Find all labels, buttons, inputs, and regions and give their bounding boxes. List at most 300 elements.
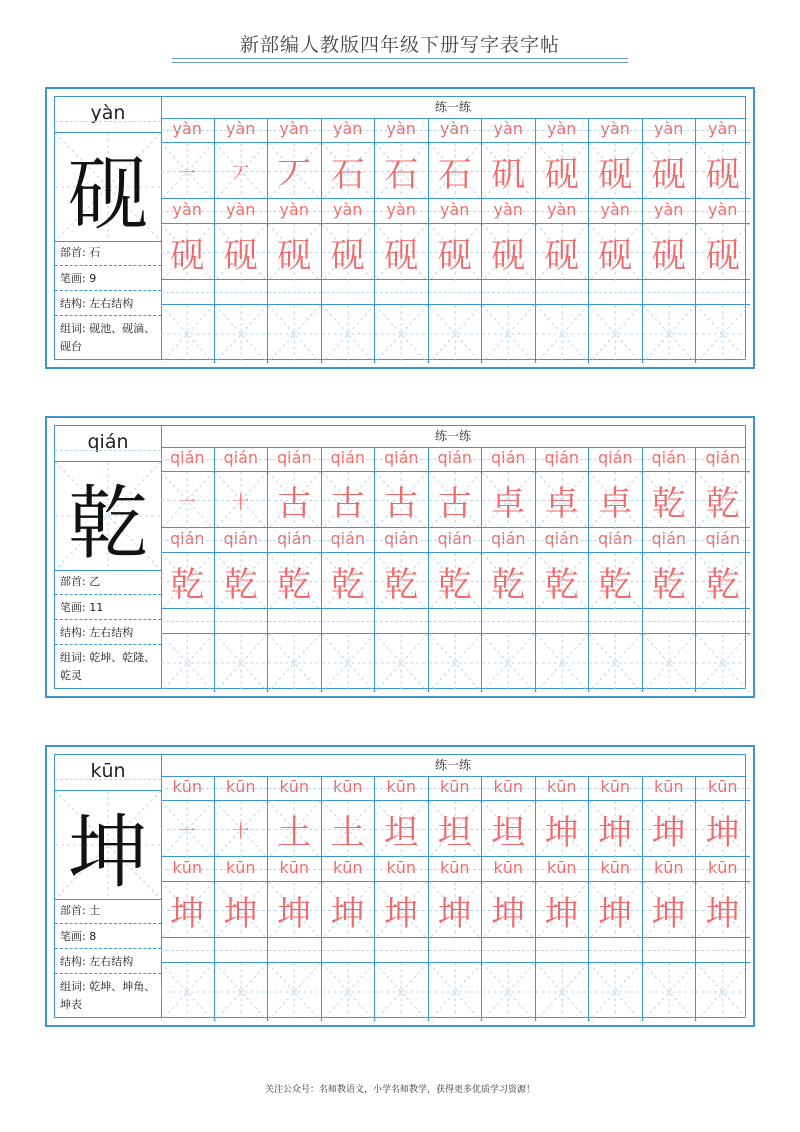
stroke-order-character: 一 xyxy=(178,164,196,184)
pinyin-guide-line xyxy=(589,621,642,622)
practice-cell[interactable] xyxy=(696,199,750,280)
blank-practice-cell[interactable] xyxy=(536,938,590,1021)
pinyin-guide-line xyxy=(215,211,268,212)
tian-grid xyxy=(322,223,375,281)
pinyin-guide-line xyxy=(536,540,589,541)
tian-grid xyxy=(215,881,268,939)
cell-pinyin: yàn xyxy=(386,119,416,138)
tian-grid xyxy=(643,142,696,200)
cell-pinyin: qián xyxy=(544,529,580,548)
tian-grid-guides xyxy=(268,634,321,692)
pinyin-guide-line xyxy=(375,788,428,789)
trace-character: 坤 xyxy=(384,894,419,934)
practice-cell[interactable] xyxy=(375,447,429,528)
tian-grid xyxy=(589,800,642,858)
practice-cell[interactable] xyxy=(161,199,215,280)
practice-cell[interactable] xyxy=(268,528,322,609)
stroke-order-character: 坦 xyxy=(437,813,472,853)
practice-cell[interactable] xyxy=(589,776,643,857)
trace-character: 乾 xyxy=(651,565,686,605)
info-row xyxy=(55,949,161,974)
tian-grid xyxy=(268,800,321,858)
pinyin-guide-line xyxy=(161,540,214,541)
stroke-order-character: 卓 xyxy=(598,484,633,524)
practice-cell[interactable] xyxy=(589,528,643,609)
blank-practice-cell[interactable] xyxy=(482,938,536,1021)
practice-cell[interactable] xyxy=(215,199,269,280)
practice-cell[interactable] xyxy=(643,118,697,199)
practice-cell[interactable] xyxy=(482,528,536,609)
practice-cell[interactable] xyxy=(322,118,376,199)
cell-pinyin: yàn xyxy=(279,119,309,138)
tian-grid xyxy=(215,304,268,363)
practice-cell[interactable] xyxy=(429,199,483,280)
tian-grid xyxy=(215,552,268,610)
info-key: 笔画 : xyxy=(60,601,89,614)
cell-pinyin: yàn xyxy=(172,200,202,219)
tian-grid-guides xyxy=(696,963,750,1021)
practice-cell[interactable] xyxy=(268,199,322,280)
tian-grid xyxy=(215,142,268,200)
blank-practice-cell[interactable] xyxy=(696,938,750,1021)
trace-character: 坤 xyxy=(651,894,686,934)
stroke-order-character: 矶 xyxy=(491,155,526,195)
blank-practice-cell[interactable] xyxy=(322,280,376,363)
blank-practice-cell[interactable] xyxy=(375,938,429,1021)
tian-grid xyxy=(375,223,428,281)
pinyin-guide-line xyxy=(429,211,482,212)
practice-cell[interactable] xyxy=(375,199,429,280)
card-frame xyxy=(54,754,746,1018)
pinyin-guide-line xyxy=(375,540,428,541)
practice-cell[interactable] xyxy=(215,118,269,199)
practice-cell[interactable] xyxy=(482,118,536,199)
practice-cell[interactable] xyxy=(268,776,322,857)
blank-practice-cell[interactable] xyxy=(482,280,536,363)
cell-pinyin: kūn xyxy=(546,777,577,796)
pinyin-guide-line xyxy=(215,292,268,293)
practice-cell[interactable] xyxy=(429,776,483,857)
tian-grid-guides xyxy=(161,305,214,363)
info-row xyxy=(55,266,161,291)
pinyin-guide-line xyxy=(268,621,321,622)
tian-grid-guides xyxy=(696,634,750,692)
info-row xyxy=(55,645,161,692)
tian-grid xyxy=(429,223,482,281)
practice-cell[interactable] xyxy=(589,447,643,528)
pinyin-guide-line xyxy=(268,130,321,131)
practice-cell[interactable] xyxy=(429,528,483,609)
cell-pinyin: kūn xyxy=(225,858,256,877)
practice-cell[interactable] xyxy=(482,857,536,938)
tian-grid xyxy=(482,881,535,939)
tian-grid xyxy=(429,633,482,692)
practice-cell[interactable] xyxy=(161,447,215,528)
pinyin-guide-line xyxy=(589,292,642,293)
tian-grid xyxy=(375,633,428,692)
practice-cell[interactable] xyxy=(375,857,429,938)
tian-grid xyxy=(482,552,535,610)
practice-cell[interactable] xyxy=(643,528,697,609)
practice-cell[interactable] xyxy=(322,199,376,280)
model-character-box xyxy=(55,461,161,571)
pinyin-guide-line xyxy=(161,130,214,131)
cell-pinyin: qián xyxy=(597,529,633,548)
character-info-panel xyxy=(55,97,162,359)
tian-grid xyxy=(322,142,375,200)
stroke-order-character: 乾 xyxy=(705,484,740,524)
pinyin-guide-line xyxy=(696,459,750,460)
blank-practice-cell[interactable] xyxy=(215,938,269,1021)
practice-cell[interactable] xyxy=(589,857,643,938)
blank-practice-cell[interactable] xyxy=(696,609,750,692)
tian-grid-guides xyxy=(536,305,589,363)
tian-grid xyxy=(429,881,482,939)
pinyin-guide-line xyxy=(696,788,750,789)
pinyin-guide-line xyxy=(375,292,428,293)
info-key: 组词 : xyxy=(60,651,89,664)
info-row xyxy=(55,316,161,363)
cell-pinyin: yàn xyxy=(708,119,738,138)
info-row xyxy=(55,240,161,266)
info-value: 乙 xyxy=(89,575,101,588)
info-key: 部首 : xyxy=(60,904,89,917)
practice-cell[interactable] xyxy=(161,857,215,938)
blank-practice-cell[interactable] xyxy=(536,609,590,692)
stroke-order-character: 石 xyxy=(330,155,365,195)
cell-pinyin: qián xyxy=(330,529,366,548)
practice-cell[interactable] xyxy=(215,447,269,528)
pinyin-guide-line xyxy=(429,788,482,789)
tian-grid xyxy=(429,304,482,363)
trace-character: 坤 xyxy=(705,894,740,934)
cell-pinyin: kūn xyxy=(439,777,470,796)
tian-grid xyxy=(643,962,696,1021)
tian-grid-guides xyxy=(643,963,696,1021)
stroke-order-character: 砚 xyxy=(651,155,686,195)
blank-practice-cell[interactable] xyxy=(429,280,483,363)
practice-cell[interactable] xyxy=(429,447,483,528)
practice-cell[interactable] xyxy=(643,447,697,528)
blank-practice-cell[interactable] xyxy=(268,280,322,363)
practice-cell[interactable] xyxy=(161,528,215,609)
tian-grid xyxy=(268,142,321,200)
cell-pinyin: kūn xyxy=(279,777,310,796)
stroke-order-character: 一 xyxy=(178,493,196,513)
tian-grid-guides xyxy=(268,963,321,1021)
practice-cell[interactable] xyxy=(643,776,697,857)
info-value: 砚池、砚滴、砚台 xyxy=(60,322,156,353)
practice-cell[interactable] xyxy=(268,118,322,199)
tian-grid xyxy=(643,223,696,281)
practice-cell[interactable] xyxy=(536,199,590,280)
blank-practice-cell[interactable] xyxy=(322,938,376,1021)
stroke-order-character: 古 xyxy=(330,484,365,524)
trace-character: 坤 xyxy=(277,894,312,934)
tian-grid xyxy=(536,962,589,1021)
tian-grid xyxy=(536,552,589,610)
model-character: 乾 xyxy=(68,476,148,570)
tian-grid xyxy=(589,223,642,281)
blank-practice-cell[interactable] xyxy=(643,609,697,692)
practice-cell[interactable] xyxy=(482,776,536,857)
info-value: 土 xyxy=(89,904,101,917)
practice-cell[interactable] xyxy=(429,118,483,199)
cell-pinyin: kūn xyxy=(493,777,524,796)
info-value: 8 xyxy=(89,930,97,943)
practice-cell[interactable] xyxy=(215,776,269,857)
stroke-order-character: 丆 xyxy=(277,155,312,195)
pinyin-guide-line xyxy=(536,869,589,870)
pinyin-guide-line xyxy=(215,788,268,789)
practice-cell[interactable] xyxy=(696,857,750,938)
stroke-order-character: 乾 xyxy=(651,484,686,524)
trace-character: 坤 xyxy=(223,894,258,934)
pinyin-guide-line xyxy=(429,621,482,622)
practice-heading: 练一练 xyxy=(161,97,745,119)
pinyin-guide-line xyxy=(482,130,535,131)
practice-cell[interactable] xyxy=(536,528,590,609)
tian-grid xyxy=(375,304,428,363)
practice-cell[interactable] xyxy=(322,857,376,938)
cell-pinyin: yàn xyxy=(600,119,630,138)
practice-cell[interactable] xyxy=(643,857,697,938)
practice-cell[interactable] xyxy=(696,528,750,609)
practice-cell[interactable] xyxy=(643,199,697,280)
trace-character: 砚 xyxy=(544,236,579,276)
cell-pinyin: yàn xyxy=(226,200,256,219)
blank-practice-cell[interactable] xyxy=(589,280,643,363)
blank-practice-cell[interactable] xyxy=(589,938,643,1021)
tian-grid-guides xyxy=(322,634,375,692)
blank-practice-cell[interactable] xyxy=(589,609,643,692)
character-card xyxy=(45,87,755,369)
info-row xyxy=(55,595,161,620)
practice-cell[interactable] xyxy=(589,199,643,280)
trace-character: 乾 xyxy=(223,565,258,605)
practice-cell[interactable] xyxy=(161,776,215,857)
blank-practice-cell[interactable] xyxy=(161,938,215,1021)
cell-pinyin: yàn xyxy=(279,200,309,219)
blank-practice-cell[interactable] xyxy=(375,280,429,363)
practice-area xyxy=(161,426,745,688)
tian-grid xyxy=(215,471,268,529)
tian-grid-guides xyxy=(482,634,535,692)
tian-grid xyxy=(643,881,696,939)
info-key: 笔画 : xyxy=(60,930,89,943)
info-key: 部首 : xyxy=(60,575,89,588)
tian-grid xyxy=(589,471,642,529)
trace-character: 乾 xyxy=(437,565,472,605)
tian-grid xyxy=(536,304,589,363)
pinyin-guide-line xyxy=(696,211,750,212)
practice-cell[interactable] xyxy=(375,118,429,199)
tian-grid-guides xyxy=(643,634,696,692)
practice-cell[interactable] xyxy=(536,447,590,528)
pinyin-guide-line xyxy=(696,292,750,293)
blank-practice-cell[interactable] xyxy=(536,280,590,363)
tian-grid xyxy=(161,304,214,363)
practice-cell[interactable] xyxy=(482,199,536,280)
trace-character: 砚 xyxy=(491,236,526,276)
tian-grid xyxy=(643,552,696,610)
practice-cell[interactable] xyxy=(536,118,590,199)
cell-pinyin: kūn xyxy=(386,858,417,877)
tian-grid xyxy=(482,223,535,281)
cell-pinyin: yàn xyxy=(333,200,363,219)
tian-grid xyxy=(589,881,642,939)
character-info-panel xyxy=(55,426,162,688)
cell-pinyin: yàn xyxy=(440,200,470,219)
main-pinyin: yàn xyxy=(55,97,161,132)
footer-note: 关注公众号：名师教语文，小学名师教学，获得更多优质学习资源！ xyxy=(264,1085,535,1095)
blank-practice-cell[interactable] xyxy=(161,280,215,363)
pinyin-guide-line xyxy=(322,788,375,789)
tian-grid xyxy=(643,800,696,858)
info-value: 石 xyxy=(89,246,101,259)
tian-grid-guides xyxy=(215,963,268,1021)
character-info-panel xyxy=(55,755,162,1017)
cell-pinyin: qián xyxy=(437,448,473,467)
blank-practice-cell[interactable] xyxy=(643,938,697,1021)
pinyin-guide-line xyxy=(536,130,589,131)
tian-grid-guides xyxy=(482,963,535,1021)
practice-cell[interactable] xyxy=(375,776,429,857)
practice-cell[interactable] xyxy=(375,528,429,609)
tian-grid xyxy=(161,800,214,858)
pinyin-guide-line xyxy=(643,211,696,212)
blank-practice-cell[interactable] xyxy=(322,609,376,692)
cell-pinyin: yàn xyxy=(654,119,684,138)
pinyin-guide-line xyxy=(482,621,535,622)
practice-cell[interactable] xyxy=(589,118,643,199)
pinyin-guide-line xyxy=(536,292,589,293)
stroke-order-character: 十 xyxy=(232,822,250,842)
cell-pinyin: kūn xyxy=(707,777,738,796)
tian-grid xyxy=(161,633,214,692)
practice-cell[interactable] xyxy=(696,447,750,528)
practice-cell[interactable] xyxy=(161,118,215,199)
character-card xyxy=(45,416,755,698)
tian-grid xyxy=(375,800,428,858)
tian-grid xyxy=(375,881,428,939)
practice-cell[interactable] xyxy=(482,447,536,528)
blank-practice-cell[interactable] xyxy=(643,280,697,363)
blank-practice-cell[interactable] xyxy=(429,938,483,1021)
pinyin-guide-line xyxy=(429,540,482,541)
cell-pinyin: kūn xyxy=(332,858,363,877)
cell-pinyin: kūn xyxy=(600,777,631,796)
tian-grid-guides xyxy=(322,963,375,1021)
stroke-order-character: 石 xyxy=(384,155,419,195)
info-key: 组词 : xyxy=(60,980,89,993)
blank-practice-cell[interactable] xyxy=(268,938,322,1021)
pinyin-guide-line xyxy=(589,459,642,460)
practice-cell[interactable] xyxy=(322,776,376,857)
stroke-order-character: 坦 xyxy=(384,813,419,853)
cell-pinyin: yàn xyxy=(172,119,202,138)
practice-cell[interactable] xyxy=(268,447,322,528)
tian-grid xyxy=(161,881,214,939)
practice-cell[interactable] xyxy=(322,528,376,609)
pinyin-guide-line xyxy=(161,869,214,870)
pinyin-guide-line xyxy=(482,459,535,460)
info-key: 结构 : xyxy=(60,955,89,968)
pinyin-guide-line xyxy=(161,950,214,951)
cell-pinyin: kūn xyxy=(600,858,631,877)
tian-grid xyxy=(268,552,321,610)
tian-grid xyxy=(482,800,535,858)
tian-grid-guides xyxy=(482,305,535,363)
stroke-order-character: 石 xyxy=(437,155,472,195)
tian-grid xyxy=(268,633,321,692)
practice-cell[interactable] xyxy=(536,776,590,857)
tian-grid xyxy=(161,552,214,610)
cell-pinyin: kūn xyxy=(653,858,684,877)
tian-grid-guides xyxy=(215,305,268,363)
tian-grid xyxy=(696,962,750,1021)
tian-grid xyxy=(215,223,268,281)
pinyin-guide-line xyxy=(536,211,589,212)
practice-cell[interactable] xyxy=(268,857,322,938)
tian-grid-guides xyxy=(643,305,696,363)
cell-pinyin: qián xyxy=(330,448,366,467)
practice-cell[interactable] xyxy=(536,857,590,938)
blank-practice-cell[interactable] xyxy=(161,609,215,692)
pinyin-guide-line xyxy=(215,540,268,541)
cell-pinyin: yàn xyxy=(547,200,577,219)
cell-pinyin: qián xyxy=(276,448,312,467)
practice-cell[interactable] xyxy=(215,857,269,938)
cell-pinyin: kūn xyxy=(653,777,684,796)
blank-practice-cell[interactable] xyxy=(429,609,483,692)
cell-pinyin: qián xyxy=(651,448,687,467)
tian-grid xyxy=(429,800,482,858)
practice-cell[interactable] xyxy=(429,857,483,938)
info-key: 笔画 : xyxy=(60,272,89,285)
tian-grid xyxy=(322,304,375,363)
tian-grid xyxy=(161,471,214,529)
blank-practice-cell[interactable] xyxy=(215,280,269,363)
tian-grid xyxy=(589,962,642,1021)
stroke-order-character: 坤 xyxy=(705,813,740,853)
blank-practice-cell[interactable] xyxy=(375,609,429,692)
cell-pinyin: kūn xyxy=(225,777,256,796)
cell-pinyin: yàn xyxy=(226,119,256,138)
stroke-order-character: 卓 xyxy=(491,484,526,524)
trace-character: 坤 xyxy=(491,894,526,934)
tian-grid xyxy=(589,304,642,363)
pinyin-guide-line xyxy=(643,621,696,622)
card-frame xyxy=(54,96,746,360)
blank-practice-cell[interactable] xyxy=(215,609,269,692)
pinyin-guide-line xyxy=(536,621,589,622)
practice-cell[interactable] xyxy=(696,118,750,199)
pinyin-guide-line xyxy=(322,950,375,951)
pinyin-guide-line xyxy=(589,211,642,212)
trace-character: 坤 xyxy=(544,894,579,934)
stroke-order-character: 一 xyxy=(178,822,196,842)
blank-practice-cell[interactable] xyxy=(268,609,322,692)
blank-practice-cell[interactable] xyxy=(696,280,750,363)
practice-cell[interactable] xyxy=(215,528,269,609)
practice-cell[interactable] xyxy=(696,776,750,857)
pinyin-guide-line xyxy=(322,869,375,870)
tian-grid xyxy=(536,142,589,200)
blank-practice-cell[interactable] xyxy=(482,609,536,692)
practice-cell[interactable] xyxy=(322,447,376,528)
practice-heading: 练一练 xyxy=(161,755,745,777)
